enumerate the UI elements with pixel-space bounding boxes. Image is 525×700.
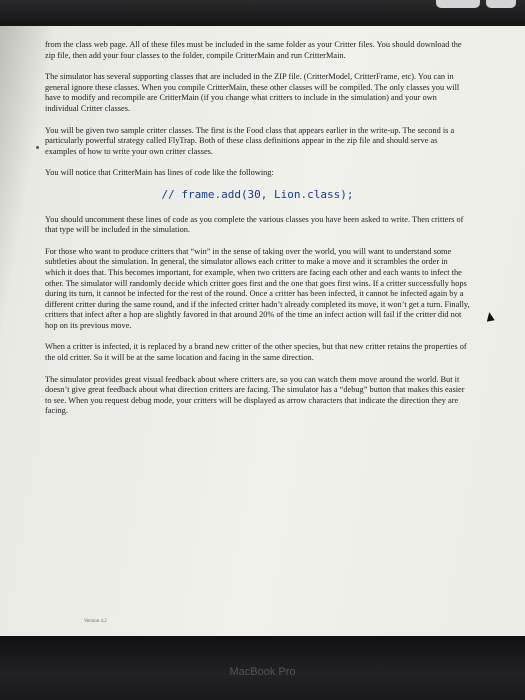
paragraph-supporting-classes: The simulator has several supporting classes that are included in the ZIP file. (CritterModel, CritterFrame, etc). You can in general ignore these classes. When you compile CritterMain, these other classes will be compiled. The only classes you will have to modify and recompile are CritterMain (if you change what critters to include in the simulation) and your own individual Critter classes.: [45, 72, 460, 113]
paragraph-sample-critters: You will be given two sample critter classes. The first is the Food class that appears earlier in the write-up. The second is a particularly powerful strategy called FlyTrap. Both of these class definitions appear in the zip file and should serve as examples of how to write your own critter classes.: [45, 125, 455, 156]
paragraph-download-instructions: from the class web page. All of these files must be included in the same folder as your Critter files. You should download the zip file, then add your four classes to the folder, compile CritterMain and run CritterMain.: [45, 40, 462, 60]
version-label: Version 4.2: [84, 619, 107, 624]
top-right-control-2[interactable]: [486, 0, 516, 8]
paragraph-crittermain-code: You will notice that CritterMain has lines of code like the following:: [45, 168, 274, 178]
paragraph-debug-mode: The simulator provides great visual feedback about where critters are, so you can watch them move around the world. But it doesn’t give great feedback about what direction critters are facing. The simulator has a “debug” button that makes this easier to see. When you request debug mode, your critters will be displayed as arrow characters that indicate the direction they are facing.: [45, 374, 465, 416]
top-right-control[interactable]: [436, 0, 480, 8]
paragraph-uncomment: You should uncomment these lines of code as you complete the various classes you have been asked to write. Then critters of that type will be included in the simulation.: [45, 214, 464, 235]
screen-top-bezel: [0, 0, 525, 26]
margin-mark: [36, 146, 39, 149]
document-body: [45, 40, 470, 428]
code-snippet: // frame.add(30, Lion.class);: [161, 187, 354, 201]
document-page: [0, 26, 525, 636]
laptop-brand-label: MacBook Pro: [229, 666, 296, 678]
mouse-cursor-icon: [485, 311, 494, 321]
paragraph-infection: When a critter is infected, it is replaced by a brand new critter of the other species, but that new critter retains the properties of the old critter. So it will be at the same location and facing in the same direction.: [45, 342, 467, 363]
paragraph-subtleties: For those who want to produce critters that “win” in the sense of taking over the world, you will want to understand some subtleties about the simulation. In general, the simulator allows each critter to make a move and it scrambles the order in which it does that. This becomes important, for example, when two critters are facing each other and each wants to infect the other. The simulator will randomly decide which critter goes first and the one that goes first wins. If a critter successfully hops during its turn, it cannot be infected for the rest of the round. Once a critter has been infected, it cannot be infected again by a different critter during the same round, and if the infected critter hadn’t already completed its move, it won’t get a turn. Finally, critters that infect after a hop are slightly favored in that around 20% of the time an infect action will fail if the critter did not hop on its previous move.: [45, 246, 470, 330]
